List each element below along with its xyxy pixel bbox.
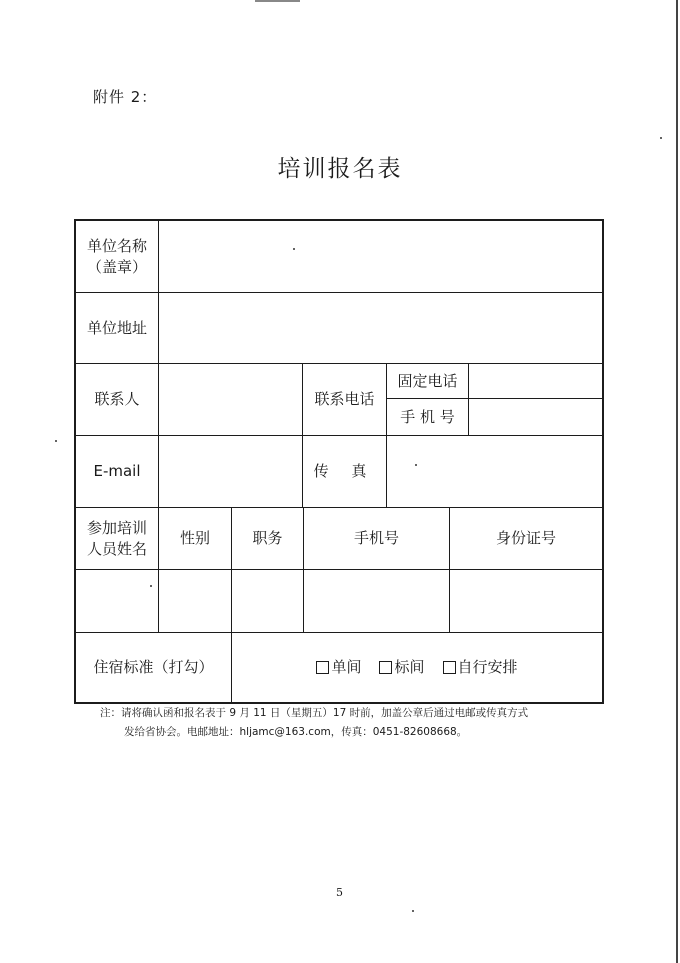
scan-speck bbox=[660, 137, 662, 139]
unit-name-label-line1: 单位名称 bbox=[86, 236, 147, 255]
checkbox-icon[interactable] bbox=[316, 661, 329, 674]
unit-name-label-line2: （盖章） bbox=[86, 257, 147, 276]
email-field[interactable] bbox=[159, 436, 302, 507]
scan-speck bbox=[412, 910, 414, 912]
unit-name-field[interactable] bbox=[159, 221, 602, 292]
submission-note-line1: 注：请将确认函和报名表于 9 月 11 日（星期五）17 时前，加盖公章后通过电邮或传真方式 bbox=[100, 707, 529, 719]
email-label: E-mail bbox=[93, 462, 141, 480]
form-title: 培训报名表 bbox=[277, 156, 403, 182]
scan-speck bbox=[55, 440, 57, 442]
scan-speck bbox=[150, 585, 152, 587]
fax-label: 传 真 bbox=[313, 462, 376, 480]
lodging-option-label: 自行安排 bbox=[457, 658, 518, 676]
checkbox-icon[interactable] bbox=[443, 661, 456, 674]
unit-name-label bbox=[76, 221, 158, 292]
scan-speck bbox=[293, 248, 295, 250]
attachment-label: 附件 2： bbox=[93, 88, 158, 106]
id-number-input[interactable] bbox=[450, 570, 602, 632]
trainee-names-label-line2: 人员姓名 bbox=[86, 539, 147, 558]
lodging-option-label: 单间 bbox=[331, 658, 362, 676]
unit-address-field[interactable] bbox=[159, 293, 602, 363]
id-number-column-header: 身份证号 bbox=[495, 529, 556, 547]
landline-field[interactable] bbox=[469, 364, 602, 398]
trainee-names-label bbox=[76, 508, 158, 569]
mobile-field[interactable] bbox=[469, 399, 602, 435]
position-input[interactable] bbox=[232, 570, 303, 632]
lodging-option-label: 标间 bbox=[394, 658, 425, 676]
unit-address-label: 单位地址 bbox=[86, 318, 147, 337]
mobile-number-column-header: 手机号 bbox=[353, 529, 399, 547]
lodging-label: 住宿标准（打勾） bbox=[93, 658, 214, 676]
fax-field[interactable] bbox=[387, 436, 602, 507]
submission-note bbox=[100, 704, 600, 742]
checkbox-icon[interactable] bbox=[379, 661, 392, 674]
contact-person-field[interactable] bbox=[159, 364, 302, 435]
trainee-name-input[interactable] bbox=[76, 570, 158, 632]
mobile-number-input[interactable] bbox=[304, 570, 449, 632]
lodging-option-standard[interactable] bbox=[379, 657, 424, 678]
landline-label: 固定电话 bbox=[397, 371, 458, 390]
contact-person-label: 联系人 bbox=[94, 390, 140, 408]
lodging-option-self-arranged[interactable] bbox=[443, 657, 518, 678]
mobile-label: 手 机 号 bbox=[400, 407, 455, 426]
position-column-header: 职务 bbox=[252, 529, 283, 547]
contact-phone-label: 联系电话 bbox=[314, 390, 375, 408]
scan-speck bbox=[415, 464, 417, 466]
gender-column-header: 性别 bbox=[179, 529, 210, 547]
lodging-options bbox=[232, 633, 602, 702]
lodging-option-single[interactable] bbox=[316, 657, 361, 678]
submission-note-line2: 发给省协会。电邮地址：hljamc@163.com，传真：0451-82608668。 bbox=[124, 726, 468, 738]
gender-input[interactable] bbox=[159, 570, 231, 632]
page-number: 5 bbox=[336, 886, 343, 899]
trainee-names-label-line1: 参加培训 bbox=[86, 518, 147, 537]
